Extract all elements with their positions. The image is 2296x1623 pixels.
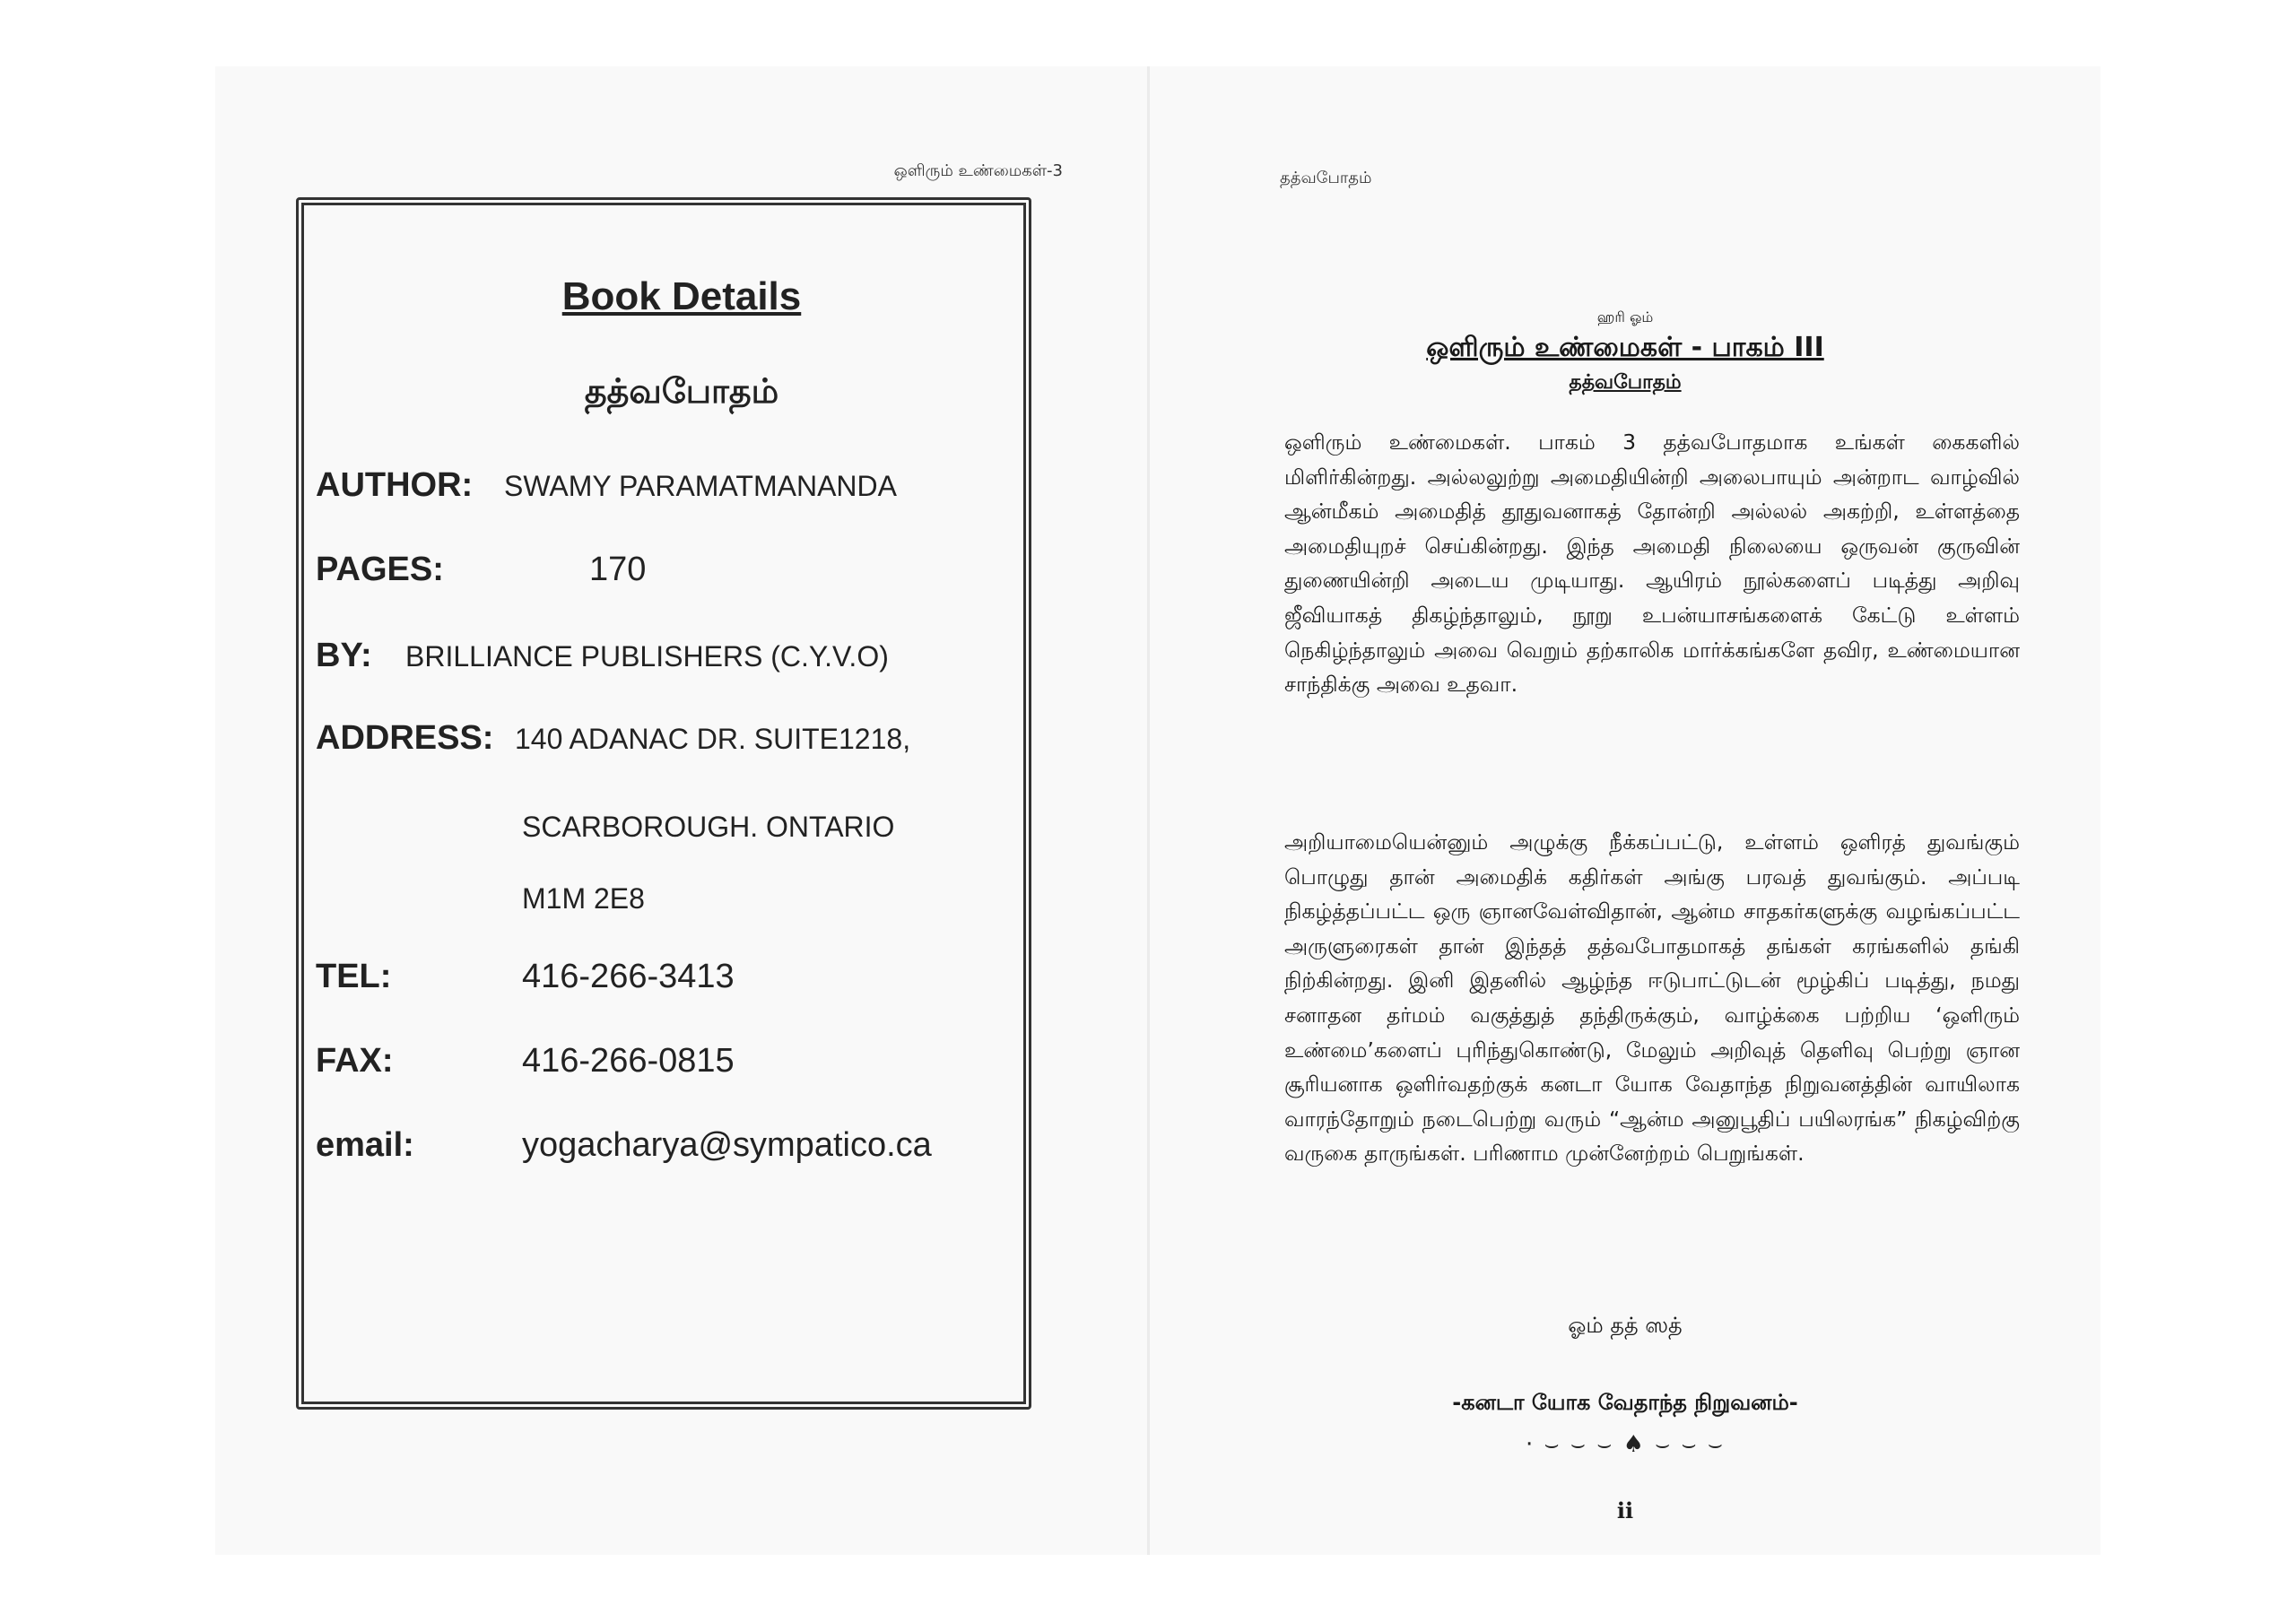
running-head-right: தத்வபோதம் <box>1280 169 1372 187</box>
paragraph-1: ஒளிரும் உண்மைகள். பாகம் 3 தத்வபோதமாக உங்கள் கைகளில் மிளிர்கின்றது. அல்லலுற்று அமைதியின்றி அலைபாயும் அன்றாட வாழ்வில் ஆன்மீகம் அமைதித் தூதுவனாகத் தோன்றி அல்லல் அகற்றி, உள்ளத்தை அமைதியுறச் செய்கின்றது. இந்த அமைதி நிலையை ஒருவன் குருவின் துணையின்றி அடைய முடியாது. ஆயிரம் நூல்களைப் படித்து அறிவு ஜீவியாகத் திகழ்ந்தாலும், நூறு உபன்யாசங்களைக் கேட்டு உள்ளம் நெகிழ்ந்தாலும் அவை வெறும் தற்காலிக மார்க்கங்களே தவிர, உண்மையான சாந்திக்கு அவை உதவா. <box>1284 430 2020 698</box>
pages-label: PAGES: <box>316 551 444 588</box>
invocation: ஹரி ஓம் <box>1596 308 1654 325</box>
email-value: yogacharya@sympatico.ca <box>522 1126 932 1164</box>
book-details-heading: Book Details <box>561 274 802 318</box>
email-label: email: <box>316 1126 414 1164</box>
lamp-ornament-icon: · ⌣ ⌣ ⌣ ♠ ⌣ ⌣ ⌣ <box>1525 1431 1726 1458</box>
tel-label: TEL: <box>316 958 392 995</box>
author-value: SWAMY PARAMATMANANDA <box>504 470 897 502</box>
fax-value: 416-266-0815 <box>522 1042 735 1080</box>
publisher-value: BRILLIANCE PUBLISHERS (C.Y.V.O) <box>405 640 889 673</box>
publisher-label: BY: <box>316 637 372 674</box>
pages-row <box>316 551 646 589</box>
address-line1: 140 ADANAC DR. SUITE1218, <box>515 723 911 755</box>
organization-signature: -கனடா யோக வேதாந்த நிறுவனம்- <box>1452 1390 1798 1415</box>
email-row <box>316 1126 932 1165</box>
page-number: ii <box>1616 1497 1634 1523</box>
author-row <box>316 466 897 505</box>
address-line2-row <box>522 811 894 844</box>
paragraph-2: அறியாமையென்னும் அழுக்கு நீக்கப்பட்டு, உள்ளம் ஒளிரத் துவங்கும் பொழுது தான் அமைதிக் கதிர்கள் அங்கு பரவத் துவங்கும். அப்படி நிகழ்த்தப்பட்ட ஒரு ஞானவேள்விதான், ஆன்ம சாதகர்களுக்கு வழங்கப்பட்ட அருளுரைகள் தான் இந்தத் தத்வபோதமாகத் தங்கள் கரங்களில் தங்கி நிற்கின்றது. இனி இதனில் ஆழ்ந்த ஈடுபாட்டுடன் மூழ்கிப் படித்து, நமது சனாதன தர்மம் வகுத்துத் தந்திருக்கும், வாழ்க்கை பற்றிய ‘ஒளிரும் உண்மை’களைப் புரிந்துகொண்டு, மேலும் அறிவுத் தெளிவு பெற்று ஞான சூரியனாக ஒளிர்வதற்குக் கனடா யோக வேதாந்த நிறுவனத்தின் வாயிலாக வாரந்தோறும் நடைபெற்று வரும் “ஆன்ம அனுபூதிப் பயிலரங்க” நிகழ்விற்கு வருகை தாருங்கள். பரிணாம முன்னேற்றம் பெறுங்கள். <box>1284 829 2020 1167</box>
page-title: ஒளிரும் உண்மைகள் - பாகம் III <box>1426 332 1824 363</box>
tel-value: 416-266-3413 <box>522 958 735 995</box>
book-title-tamil: தத்வபோதம் <box>584 371 779 411</box>
pages-value: 170 <box>589 551 647 588</box>
address-line2: SCARBOROUGH. ONTARIO <box>522 811 895 843</box>
address-line3: M1M 2E8 <box>522 882 645 915</box>
publisher-row <box>316 637 889 675</box>
address-row <box>316 719 910 758</box>
address-label: ADDRESS: <box>316 719 494 757</box>
page-subtitle: தத்வபோதம் <box>1569 371 1682 394</box>
fax-row <box>316 1042 735 1081</box>
right-page <box>1150 66 2100 1555</box>
fax-label: FAX: <box>316 1042 394 1080</box>
closing-mantra: ஓம் தத் ஸத் <box>1568 1313 1683 1338</box>
tel-row <box>316 958 735 996</box>
address-line3-row <box>522 882 645 916</box>
author-label: AUTHOR: <box>316 466 474 504</box>
left-page <box>215 66 1148 1555</box>
running-head-left: ஒளிரும் உண்மைகள்-3 <box>893 161 1063 180</box>
